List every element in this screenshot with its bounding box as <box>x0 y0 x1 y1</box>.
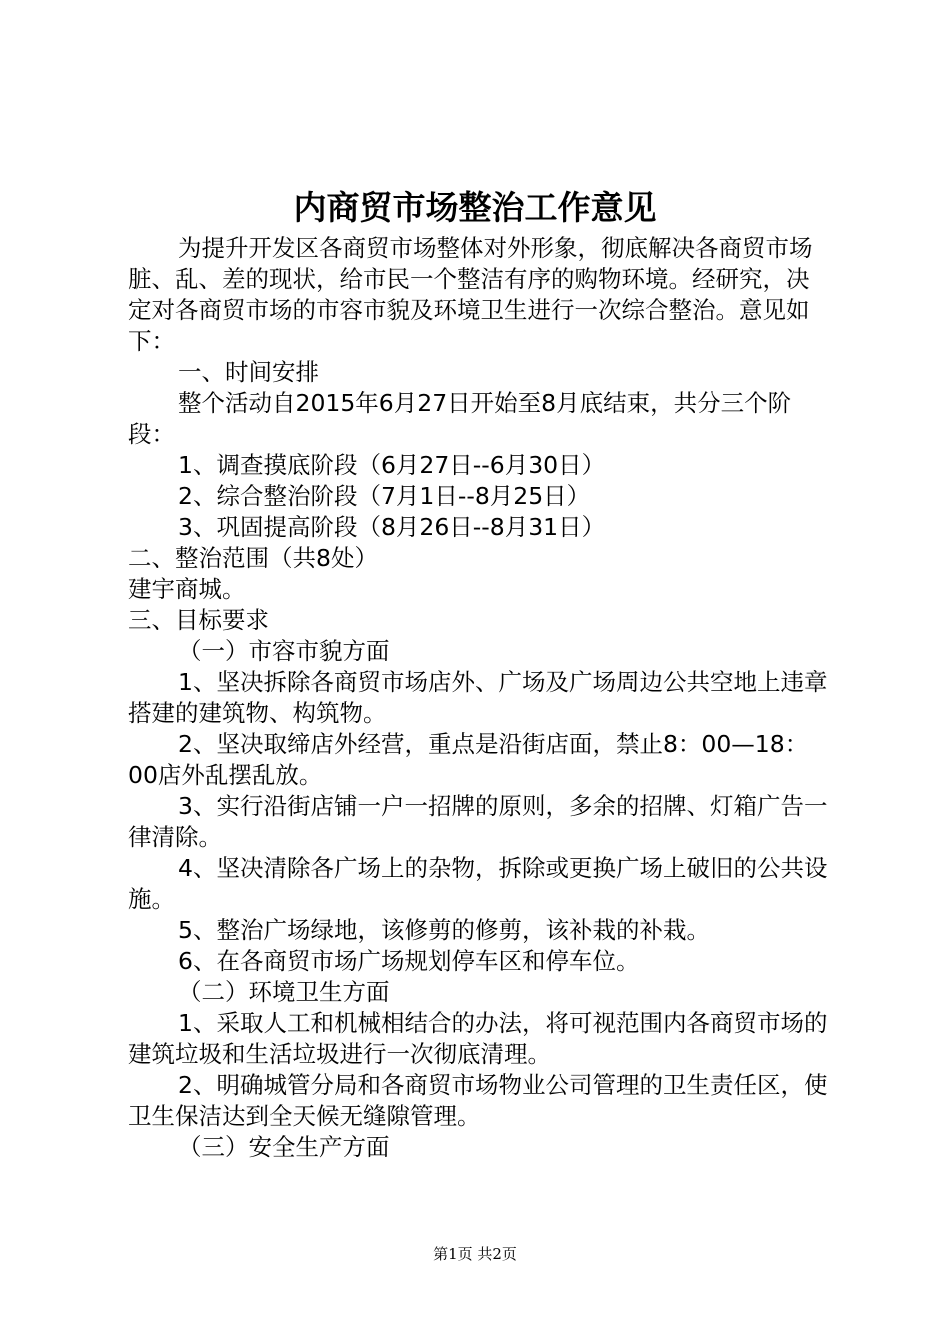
sanitation-item-1: 1、采取人工和机械相结合的办法，将可视范围内各商贸市场的建筑垃圾和生活垃圾进行一次彻底清理。 <box>128 1009 828 1068</box>
subsection-heading-safety: （三）安全生产方面 <box>178 1133 390 1161</box>
cityscape-item-6: 6、在各商贸市场广场规划停车区和停车位。 <box>178 947 640 975</box>
schedule-paragraph: 整个活动自2015年6月27日开始至8月底结束，共分三个阶段： <box>128 389 792 448</box>
stage-item-1: 1、调查摸底阶段（6月27日--6月30日） <box>178 451 606 479</box>
cityscape-item-1: 1、坚决拆除各商贸市场店外、广场及广场周边公共空地上违章搭建的建筑物、构筑物。 <box>128 668 828 727</box>
cityscape-item-5: 5、整治广场绿地，该修剪的修剪，该补栽的补栽。 <box>178 916 710 944</box>
scope-paragraph: 建宇商城。 <box>128 575 246 603</box>
intro-paragraph: 为提升开发区各商贸市场整体对外形象，彻底解决各商贸市场脏、乱、差的现状，给市民一个整洁有序的购物环境。经研究，决定对各商贸市场的市容市貌及环境卫生进行一次综合整治。意见如下： <box>128 234 813 355</box>
sanitation-item-2: 2、明确城管分局和各商贸市场物业公司管理的卫生责任区，使卫生保洁达到全天候无缝隙管理。 <box>128 1071 828 1130</box>
subsection-heading-cityscape: （一）市容市貌方面 <box>178 637 390 665</box>
document-title: 内商贸市场整治工作意见 <box>293 188 657 227</box>
subsection-heading-sanitation: （二）环境卫生方面 <box>178 978 390 1006</box>
stage-item-2: 2、综合整治阶段（7月1日--8月25日） <box>178 482 591 510</box>
cityscape-item-3: 3、实行沿街店铺一户一招牌的原则，多余的招牌、灯箱广告一律清除。 <box>128 792 828 851</box>
cityscape-item-4: 4、坚决清除各广场上的杂物，拆除或更换广场上破旧的公共设施。 <box>128 854 828 913</box>
section-heading-scope: 二、整治范围（共8处） <box>128 544 378 572</box>
cityscape-item-2: 2、坚决取缔店外经营，重点是沿街店面，禁止8：00—18：00店外乱摆乱放。 <box>128 730 809 789</box>
page-footer: 第1页 共2页 <box>433 1245 517 1263</box>
stage-item-3: 3、巩固提高阶段（8月26日--8月31日） <box>178 513 606 541</box>
section-heading-goals: 三、目标要求 <box>128 606 269 634</box>
section-heading-schedule: 一、时间安排 <box>178 358 319 386</box>
document-body <box>128 233 828 1163</box>
